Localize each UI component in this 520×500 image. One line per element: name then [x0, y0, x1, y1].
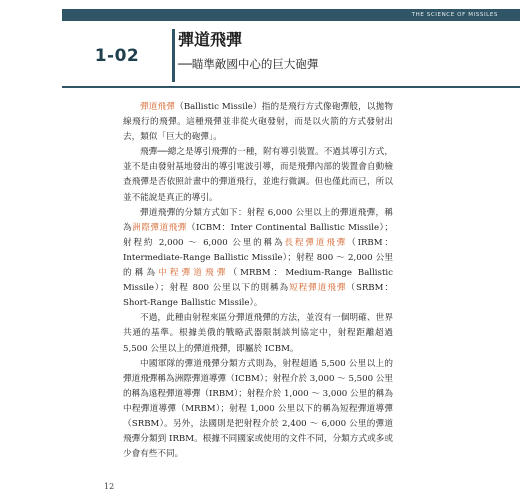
paragraph-text: 彈道飛彈的分類方式如下：射程 6,000 公里以上的彈道飛彈，稱為: [123, 207, 393, 233]
body-text: [123, 100, 393, 462]
section-number: 1-02: [94, 45, 140, 66]
body-paragraph: [123, 145, 393, 205]
paragraph-text: （IRBM：Intermediate-Range Ballistic Missile）；射程 800 ～ 2,000 公里的稱為: [123, 237, 393, 279]
section-header: [62, 21, 520, 89]
paragraph-text: 飛彈──總之是導引飛彈的一種，附有導引裝置。不過其導引方式，並不是由發射基地發出的導引電波引導，而是飛彈內部的裝置會自動檢查飛彈是否依照計畫中的彈道飛行，並進行微調。但也僅此而已，所以並不能說是真正的導引。: [123, 147, 393, 203]
body-paragraph: [123, 206, 393, 312]
highlighted-term: 短程彈道飛彈: [289, 283, 347, 294]
highlighted-term: 洲際彈道飛彈: [132, 222, 187, 233]
section-number-box: [62, 29, 175, 82]
paragraph-text: （Ballistic Missile）指的是飛行方式像砲彈般，以拋物線飛行的飛彈。這種飛彈並非從火砲發射，而是以火箭的方式發射出去，類似「巨大的砲彈」。: [123, 102, 393, 143]
paragraph-text: （ICBM：Inter Continental Ballistic Missile）；射程約 2,000 ～ 6,000 公里的稱為: [123, 222, 393, 248]
highlighted-term: 中程彈道飛彈: [158, 268, 229, 279]
highlighted-term: 彈道飛彈: [140, 102, 176, 112]
section-subtitle: ──瞄準敵國中心的巨大砲彈: [178, 57, 319, 71]
running-head-bar: [62, 9, 520, 21]
section-title-block: [178, 29, 318, 73]
body-paragraph: [123, 100, 393, 145]
highlighted-term: 長程彈道飛彈: [284, 237, 348, 248]
section-title: 彈道飛彈: [178, 30, 243, 49]
header-rule: [62, 86, 520, 88]
paragraph-text: （MRBM：Medium-Range Ballistic Missile）；射程 800 公里以下的則稱為: [123, 268, 393, 294]
body-paragraph: [123, 311, 393, 356]
paragraph-text: 不過，此種由射程來區分彈道飛彈的方法，並沒有一個明確、世界共通的基準。根據美俄的戰略武器限制談判協定中，射程距離超過 5,500 公里以上的彈道飛彈，即屬於 ICBM。: [123, 313, 393, 354]
running-head: THE SCIENCE OF MISSILES: [411, 12, 498, 18]
page-number: 12: [104, 482, 115, 491]
paragraph-text: 中國軍隊的彈道飛彈分類方式則為，射程超過 5,500 公里以上的彈道飛彈稱為洲際彈道導彈（ICBM）；射程介於 3,000 ～ 5,500 公里的稱為遠程彈道導彈（IRBM）；射程介於 1,000 ～ 3,000 公里的稱為中程彈道導彈（MRBM）；射程 1,000 公里以下的稱為短程彈道導彈（SRBM）。另外，法國則是把射程介於 2,400 ～ 6,000 公里的彈道飛彈分類到 IRBM。根據不同國家或使用的文件不同，分類方式或多或少會有些不同。: [123, 358, 393, 460]
body-paragraph: [123, 357, 393, 463]
paragraph-text: （SRBM：Short-Range Ballistic Missile）。: [123, 283, 393, 309]
